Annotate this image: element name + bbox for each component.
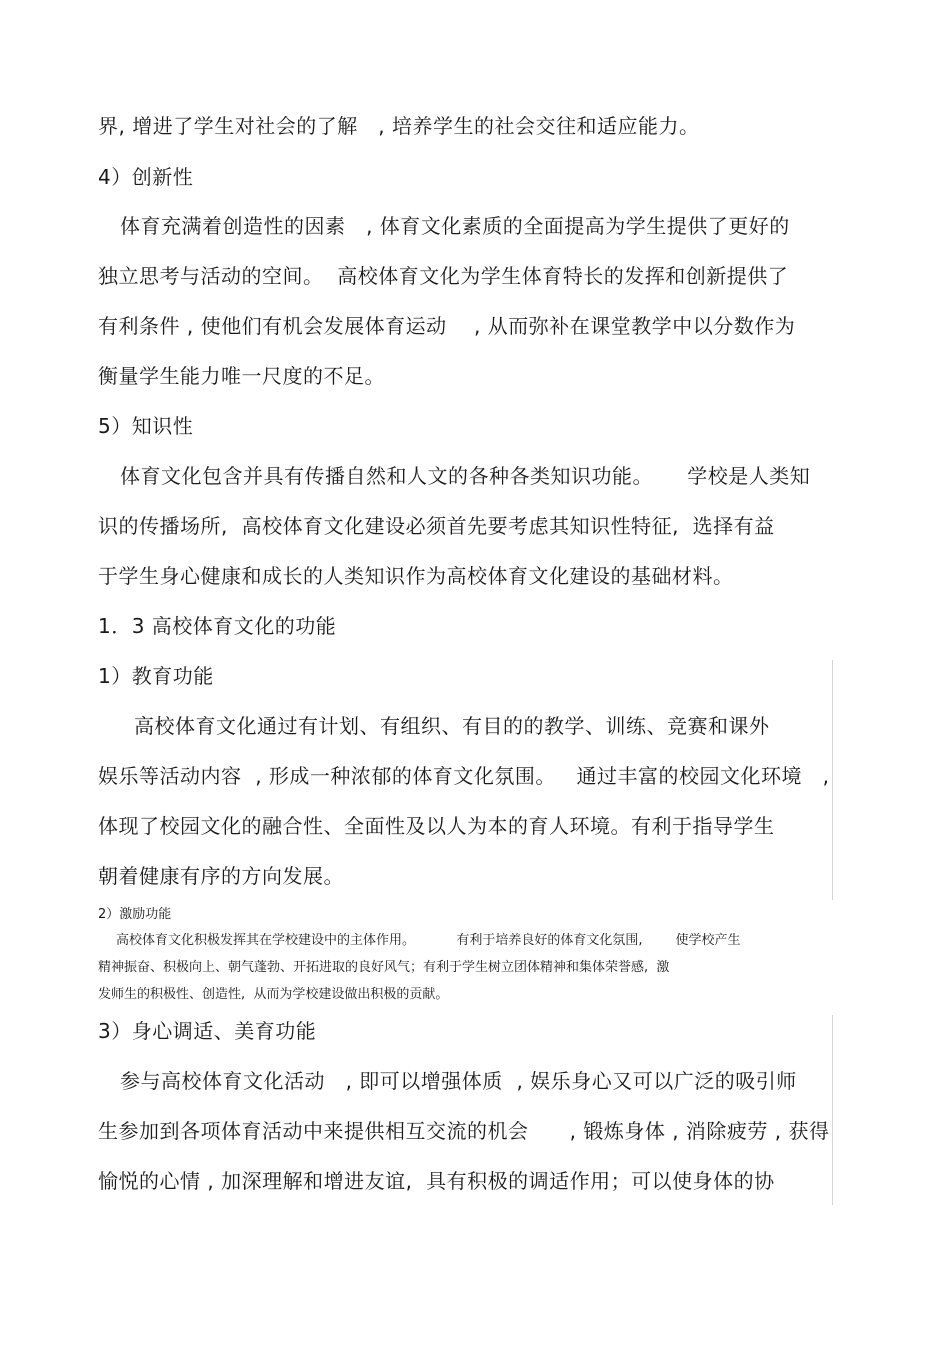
paragraph-line-small: 高校体育文化积极发挥其在学校建设中的主体作用。 有利于培养良好的体育文化氛围, 使学校产生 xyxy=(116,933,741,948)
paragraph-line: 界, 增进了学生对社会的了解 , 培养学生的社会交往和适应能力。 xyxy=(98,114,700,138)
margin-rule xyxy=(832,1015,833,1205)
section-heading: 5）知识性 xyxy=(98,414,194,438)
section-heading-small: 2）激励功能 xyxy=(98,907,172,922)
paragraph-line: 于学生身心健康和成长的人类知识作为高校体育文化建设的基础材料。 xyxy=(98,564,734,588)
paragraph-line: 朝着健康有序的方向发展。 xyxy=(98,864,344,888)
section-heading: 3）身心调适、美育功能 xyxy=(98,1019,317,1043)
paragraph-line: 有利条件 , 使他们有机会发展体育运动 , 从而弥补在课堂教学中以分数作为 xyxy=(98,314,796,338)
section-heading: 1．3 高校体育文化的功能 xyxy=(98,614,337,638)
paragraph-line: 娱乐等活动内容 , 形成一种浓郁的体育文化氛围。 通过丰富的校园文化环境 , xyxy=(98,764,830,788)
paragraph-line: 体现了校园文化的融合性、全面性及以人为本的育人环境。有利于指导学生 xyxy=(98,814,775,838)
margin-rule xyxy=(832,660,833,900)
paragraph-line: 独立思考与活动的空间。 高校体育文化为学生体育特长的发挥和创新提供了 xyxy=(98,264,789,288)
paragraph-line: 生参加到各项体育活动中来提供相互交流的机会 , 锻炼身体 , 消除疲劳 , 获得 xyxy=(98,1119,830,1143)
paragraph-line: 参与高校体育文化活动 , 即可以增强体质 , 娱乐身心又可以广泛的吸引师 xyxy=(120,1069,797,1093)
paragraph-line-small: 精神振奋、积极向上、朝气蓬勃、开拓进取的良好风气；有利于学生树立团体精神和集体荣誉感, 激 xyxy=(98,960,670,975)
paragraph-line: 衡量学生能力唯一尺度的不足。 xyxy=(98,364,385,388)
paragraph-line: 愉悦的心情 , 加深理解和增进友谊, 具有积极的调适作用；可以使身体的协 xyxy=(98,1169,775,1193)
paragraph-line-small: 发师生的积极性、创造性, 从而为学校建设做出积极的贡献。 xyxy=(98,987,449,1002)
paragraph-line: 体育充满着创造性的因素 , 体育文化素质的全面提高为学生提供了更好的 xyxy=(120,214,790,238)
section-heading: 1）教育功能 xyxy=(98,664,214,688)
paragraph-line: 高校体育文化通过有计划、有组织、有目的的教学、训练、竞赛和课外 xyxy=(134,714,770,738)
section-heading: 4）创新性 xyxy=(98,165,194,189)
paragraph-line: 识的传播场所, 高校体育文化建设必须首先要考虑其知识性特征, 选择有益 xyxy=(98,514,775,538)
paragraph-line: 体育文化包含并具有传播自然和人文的各种各类知识功能。 学校是人类知 xyxy=(120,464,811,488)
